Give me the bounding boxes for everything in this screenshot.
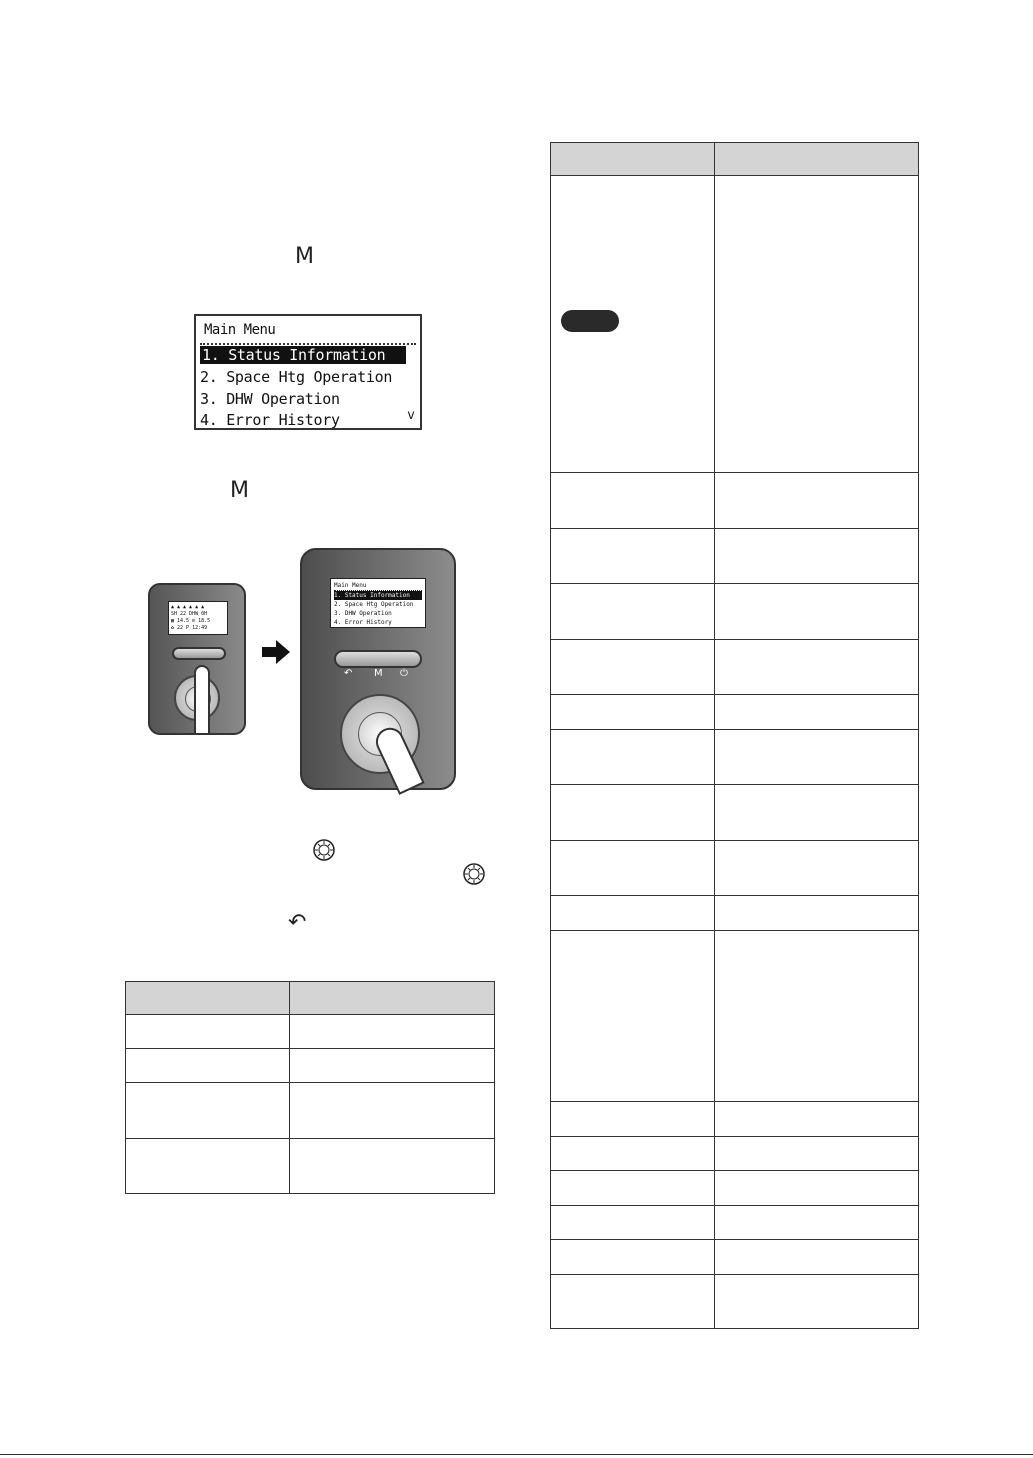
table-row (126, 1083, 495, 1139)
table-cell (715, 841, 919, 896)
table-header-cell (126, 982, 290, 1015)
note-badge (561, 310, 619, 332)
dial-icon (462, 862, 486, 886)
table-row (551, 730, 919, 785)
screen-item-1: 1. Status Information (334, 591, 422, 600)
table-row (126, 1049, 495, 1083)
table-cell (715, 1137, 919, 1171)
table-cell (551, 695, 715, 730)
menu-title: Main Menu (204, 322, 276, 338)
table-row (551, 896, 919, 931)
left-table (125, 981, 495, 1194)
table-cell (551, 640, 715, 695)
table-header-row (551, 143, 919, 176)
controller-small (148, 583, 246, 735)
table-row (551, 584, 919, 640)
table-cell (126, 1015, 290, 1049)
table-row (551, 841, 919, 896)
table-cell (715, 1275, 919, 1329)
table-cell (551, 841, 715, 896)
table-cell (126, 1139, 290, 1194)
table-cell (290, 1049, 495, 1083)
table-row (551, 640, 919, 695)
table-cell (715, 695, 919, 730)
menu-item-error-history: 4. Error History (200, 411, 340, 429)
menu-divider (200, 343, 416, 345)
controller-large (300, 548, 456, 790)
table-cell (715, 1171, 919, 1206)
menu-item-dhw-operation: 3. DHW Operation (200, 390, 340, 408)
menu-key-glyph-2: M (230, 478, 249, 503)
table-cell (551, 1240, 715, 1275)
table-cell (551, 584, 715, 640)
table-header-row (126, 982, 495, 1015)
table-cell (715, 1240, 919, 1275)
table-cell (715, 529, 919, 584)
table-header-cell (290, 982, 495, 1015)
table-cell (715, 1206, 919, 1240)
table-header-cell (551, 143, 715, 176)
table-row (551, 1102, 919, 1137)
table-row (551, 473, 919, 529)
table-row (551, 1206, 919, 1240)
table-cell (715, 640, 919, 695)
menu-button-label: M (374, 668, 383, 679)
table-cell (551, 931, 715, 1102)
table-header-cell (715, 143, 919, 176)
table-row (551, 529, 919, 584)
table-cell (551, 730, 715, 785)
table-cell (290, 1083, 495, 1139)
table-row (551, 1171, 919, 1206)
table-cell (715, 730, 919, 785)
table-cell (715, 896, 919, 931)
table-cell (551, 1275, 715, 1329)
table-row (551, 1240, 919, 1275)
table-cell (290, 1139, 495, 1194)
table-row (551, 1137, 919, 1171)
screen-title: Main Menu (334, 582, 367, 589)
table-cell (290, 1015, 495, 1049)
power-button-label: ⏻ (400, 668, 408, 679)
table-cell (551, 1171, 715, 1206)
table-row (551, 1275, 919, 1329)
table-row (126, 1015, 495, 1049)
hand-icon (194, 665, 210, 735)
table-cell (551, 1206, 715, 1240)
scroll-down-indicator: v (407, 408, 415, 423)
controller-small-screen: ▲ ▲ ▲ ▲ ▲ ▲ SH 22 DHW 0H ▦ 14.5 ⚙ 18.5 ✿ 22 P 12:49 (168, 601, 228, 635)
table-cell (551, 529, 715, 584)
controller-large-screen (330, 578, 426, 628)
table-cell (551, 473, 715, 529)
table-cell (715, 473, 919, 529)
table-row (551, 931, 919, 1102)
controller-small-buttons[interactable] (172, 647, 226, 660)
table-row (551, 785, 919, 841)
table-row (551, 695, 919, 730)
menu-key-glyph: M (295, 244, 314, 269)
table-cell (551, 1137, 715, 1171)
screen-item-4: 4. Error History (334, 619, 392, 626)
menu-item-status-information: 1. Status Information (200, 346, 406, 364)
table-cell (715, 785, 919, 841)
table-cell (126, 1083, 290, 1139)
table-cell (715, 1102, 919, 1137)
table-cell (715, 931, 919, 1102)
table-cell (126, 1049, 290, 1083)
table-row (126, 1139, 495, 1194)
back-arrow-icon: ↶ (288, 910, 307, 935)
screen-item-3: 3. DHW Operation (334, 610, 392, 617)
screen-item-2: 2. Space Htg Operation (334, 601, 414, 608)
main-menu-display (194, 314, 422, 430)
table-cell (715, 176, 919, 473)
back-button-label: ↶ (344, 668, 353, 679)
table-cell (715, 584, 919, 640)
dial-icon (312, 838, 336, 862)
table-cell (551, 1102, 715, 1137)
footer-rule (0, 1454, 1033, 1455)
controller-large-buttons[interactable] (334, 650, 422, 668)
menu-item-space-htg-operation: 2. Space Htg Operation (200, 368, 393, 386)
table-cell (551, 785, 715, 841)
table-cell (551, 896, 715, 931)
right-arrow-icon (262, 640, 290, 664)
